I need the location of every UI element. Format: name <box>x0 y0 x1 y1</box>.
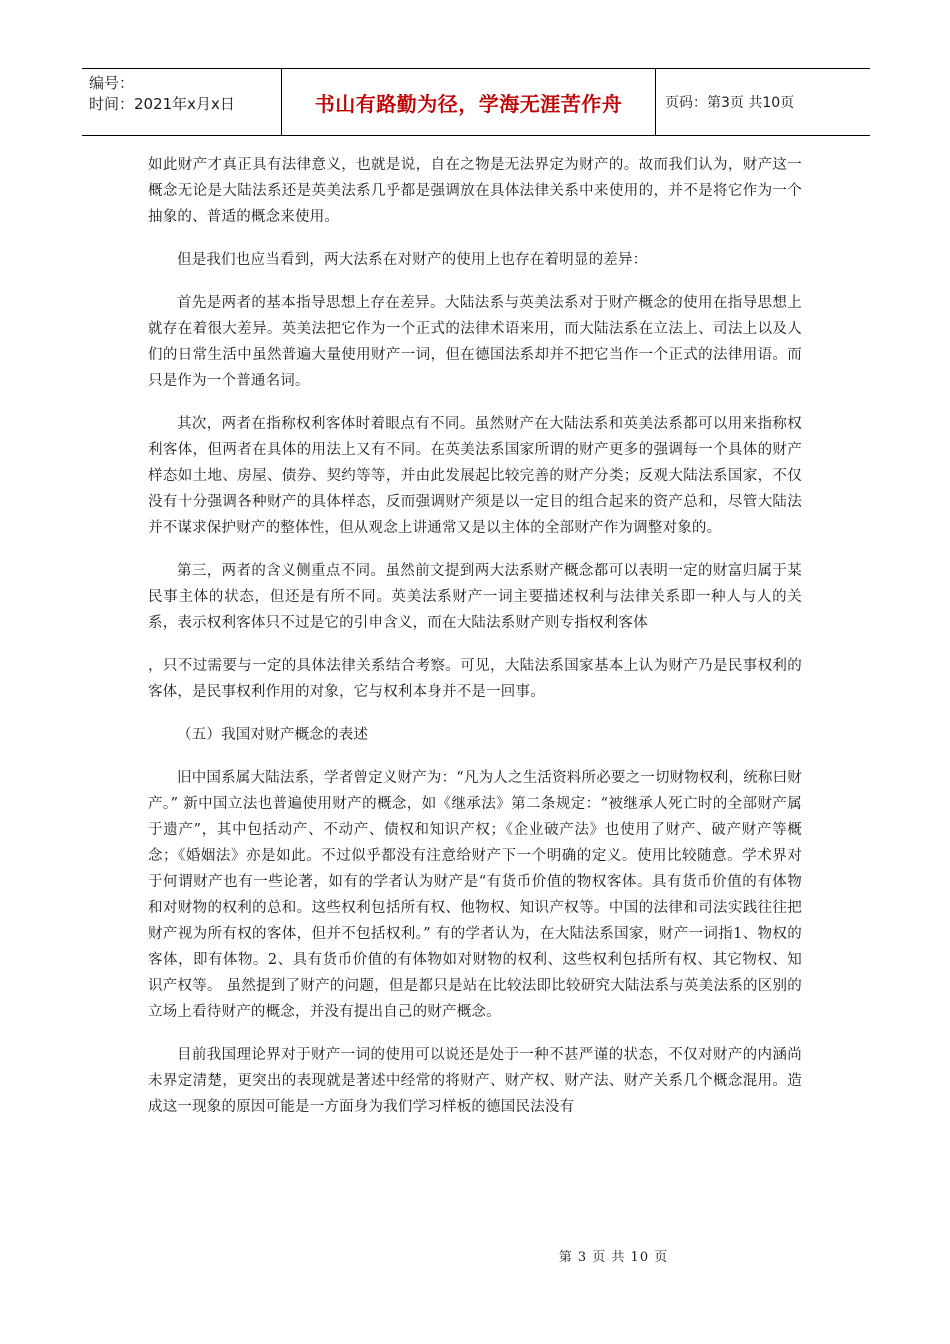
page-footer <box>0 1246 950 1265</box>
footer-page-number: 第 3 页 共 10 页 <box>558 1250 669 1265</box>
header-meta <box>82 69 282 135</box>
paragraph: 但是我们也应当看到，两大法系在对财产的使用上也存在着明显的差异： <box>177 252 648 268</box>
paragraph: 第三，两者的含义侧重点不同。虽然前文提到两大法系财产概念都可以表明一定的财富归属于某民事主体的状态，但还是有所不同。英美法系财产一词主要描述权利与法律关系即一种人与人的关系，表示权利客体只不过是它的引申含义，而在大陆法系财产则专指权利客体 <box>148 563 802 631</box>
number-label: 编号： <box>89 74 135 92</box>
time-label: 时间：2021年x月x日 <box>89 95 235 113</box>
paragraph: ，只不过需要与一定的具体法律关系结合考察。可见，大陆法系国家基本上认为财产乃是民事权利的客体，是民事权利作用的对象，它与权利本身并不是一回事。 <box>148 658 802 700</box>
motto-text: 书山有路勤为径，学海无涯苦作舟 <box>314 91 623 116</box>
page-info-text: 页码：第3页 共10页 <box>665 95 795 111</box>
paragraph: 其次，两者在指称权利客体时着眼点有不同。虽然财产在大陆法系和英美法系都可以用来指称权利客体，但两者在具体的用法上又有不同。在英美法系国家所谓的财产更多的强调每一个具体的财产样态如土地、房屋、债券、契约等等，并由此发展起比较完善的财产分类；反观大陆法系国家，不仅没有十分强调各种财产的具体样态，反而强调财产须是以一定目的组合起来的资产总和，尽管大陆法并不谋求保护财产的整体性，但从观念上讲通常又是以主体的全部财产作为调整对象的。 <box>148 416 802 536</box>
header-page-info <box>656 69 870 135</box>
paragraph: 旧中国系属大陆法系，学者曾定义财产为：“凡为人之生活资料所必要之一切财物权利，统称曰财产。” 新中国立法也普遍使用财产的概念，如《继承法》第二条规定：“被继承人死亡时的全部财产属于遗产”，其中包括动产、不动产、债权和知识产权；《企业破产法》也使用了财产、破产财产等概念；《婚姻法》亦是如此。不过似乎都没有注意给财产下一个明确的定义。使用比较随意。学术界对于何谓财产也有一些论著，如有的学者认为财产是“有货币价值的物权客体。具有货币价值的有体物和对财物的权利的总和。这些权利包括所有权、他物权、知识产权等。中国的法律和司法实践往往把财产视为所有权的客体，但并不包括权利。” 有的学者认为，在大陆法系国家，财产一词指1、物权的客体，即有体物。2、具有货币价值的有体物如对财物的权利、这些权利包括所有权、其它物权、知识产权等。 虽然提到了财产的问题，但是都只是站在比较法即比较研究大陆法系与英美法系的区别的立场上看待财产的概念，并没有提出自己的财产概念。 <box>148 770 803 1020</box>
page-header <box>82 68 870 136</box>
paragraph: 首先是两者的基本指导思想上存在差异。大陆法系与英美法系对于财产概念的使用在指导思想上就存在着很大差异。英美法把它作为一个正式的法律术语来用，而大陆法系在立法上、司法上以及人们的日常生活中虽然普遍大量使用财产一词，但在德国法系却并不把它当作一个正式的法律用语。而只是作为一个普通名词。 <box>148 295 802 389</box>
paragraph: 目前我国理论界对于财产一词的使用可以说还是处于一种不甚严谨的状态，不仅对财产的内涵尚未界定清楚，更突出的表现就是著述中经常的将财产、财产权、财产法、财产关系几个概念混用。造成这一现象的原因可能是一方面身为我们学习样板的德国民法没有 <box>148 1047 802 1115</box>
section-heading: （五）我国对财产概念的表述 <box>177 727 369 743</box>
document-body <box>148 152 802 1120</box>
paragraph: 如此财产才真正具有法律意义，也就是说，自在之物是无法界定为财产的。故而我们认为，财产这一概念无论是大陆法系还是英美法系几乎都是强调放在具体法律关系中来使用的，并不是将它作为一个抽象的、普适的概念来使用。 <box>148 157 802 225</box>
header-motto-cell <box>282 69 656 135</box>
